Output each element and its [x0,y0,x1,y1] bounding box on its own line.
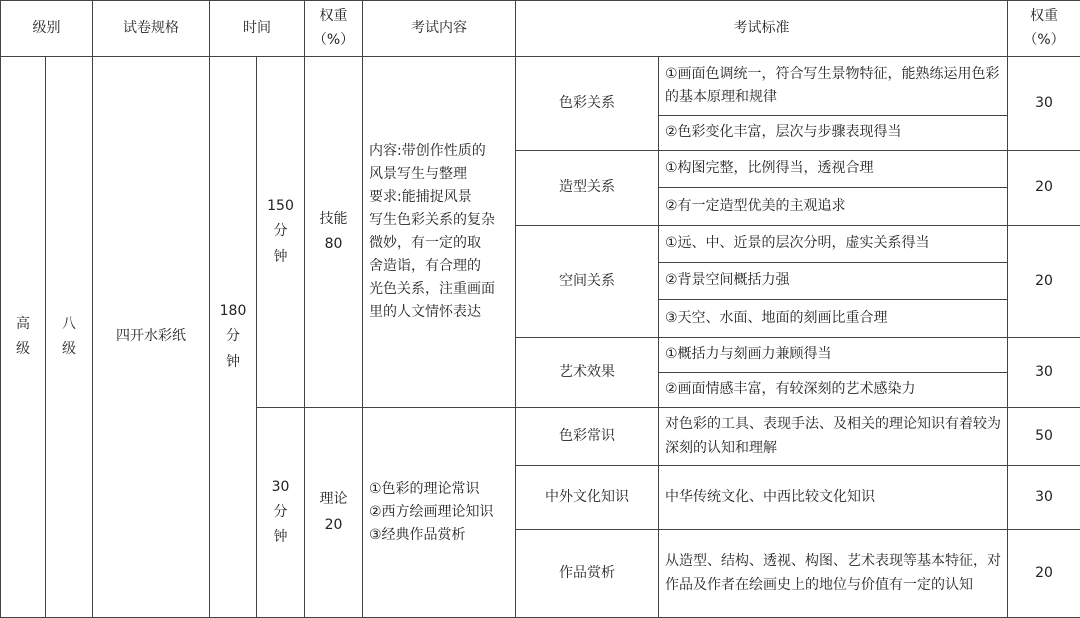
level-main-char: 高 [7,312,39,337]
skill-time-unit: 分 [263,219,298,244]
header-time: 时间 [210,1,305,57]
header-weight2-unit: （%） [1014,29,1074,52]
skill-time-cell [257,57,305,408]
skill-content-line: 里的人文情怀表达 [369,301,509,324]
header-weight2-label: 权重 [1014,5,1074,28]
skill-time-value: 150 [263,194,298,219]
weight-culture-knowledge: 30 [1008,466,1080,530]
theory-weight-value: 20 [311,513,356,538]
theory-content-cell [363,408,516,618]
theory-time-unit: 钟 [263,525,298,550]
total-time-value: 180 [216,299,250,324]
total-time-unit: 分 [216,324,250,349]
total-time-cell [210,57,257,618]
theory-time-unit: 分 [263,500,298,525]
standard-item: ①画面色调统一，符合写生景物特征，能熟练运用色彩的基本原理和规律 [659,57,1008,116]
skill-content-cell [363,57,516,408]
level-sub-cell [46,57,93,618]
level-main-char: 级 [7,337,39,362]
skill-content-line: 舍造诣，有合理的 [369,255,509,278]
weight-artwork-appreciation: 20 [1008,530,1080,618]
header-weight2 [1008,1,1080,57]
skill-content-line: 内容:带创作性质的 [369,140,509,163]
theory-content-line: ②西方绘画理论知识 [369,501,509,524]
skill-weight-label: 技能 [311,207,356,232]
category-culture-knowledge: 中外文化知识 [516,466,659,530]
header-exam-standard: 考试标准 [516,1,1008,57]
skill-weight-value: 80 [311,232,356,257]
level-main-cell [1,57,46,618]
theory-time-value: 30 [263,475,298,500]
standard-item: 中华传统文化、中西比较文化知识 [659,466,1008,530]
standard-item: ②画面情感丰富，有较深刻的艺术感染力 [659,373,1008,408]
skill-content-line: 写生色彩关系的复杂 [369,209,509,232]
header-row [1,1,1080,57]
standard-item: ③天空、水面、地面的刻画比重合理 [659,300,1008,338]
category-color-knowledge: 色彩常识 [516,408,659,466]
skill-time-unit: 钟 [263,245,298,270]
weight-form-relation: 20 [1008,151,1080,226]
theory-content-line: ①色彩的理论常识 [369,478,509,501]
theory-weight-label: 理论 [311,487,356,512]
header-paper-spec: 试卷规格 [93,1,210,57]
category-art-effect: 艺术效果 [516,338,659,408]
standard-item: ②背景空间概括力强 [659,263,1008,300]
theory-time-cell [257,408,305,618]
skill-content-line: 微妙，有一定的取 [369,232,509,255]
skill-content-line: 光色关系，注重画面 [369,278,509,301]
standard-item: 对色彩的工具、表现手法、及相关的理论知识有着较为深刻的认知和理解 [659,408,1008,466]
header-level: 级别 [1,1,93,57]
category-color-relation: 色彩关系 [516,57,659,151]
standard-item: ①构图完整，比例得当，透视合理 [659,151,1008,188]
level-sub-char: 级 [52,337,86,362]
weight-space-relation: 20 [1008,226,1080,338]
skill-weight-cell [305,57,363,408]
category-space-relation: 空间关系 [516,226,659,338]
theory-content-line: ③经典作品赏析 [369,524,509,547]
paper-type-cell: 四开水彩纸 [93,57,210,618]
weight-color-relation: 30 [1008,57,1080,151]
weight-art-effect: 30 [1008,338,1080,408]
header-weight-unit: （%） [311,29,356,52]
standard-item: ①概括力与刻画力兼顾得当 [659,338,1008,373]
category-form-relation: 造型关系 [516,151,659,226]
weight-color-knowledge: 50 [1008,408,1080,466]
standard-item: ②色彩变化丰富，层次与步骤表现得当 [659,116,1008,151]
header-weight [305,1,363,57]
standard-item: ①远、中、近景的层次分明，虚实关系得当 [659,226,1008,263]
standard-item: 从造型、结构、透视、构图、艺术表现等基本特征，对作品及作者在绘画史上的地位与价值有一定的认知 [659,530,1008,618]
skill-content-line: 要求:能捕捉风景 [369,186,509,209]
category-artwork-appreciation: 作品赏析 [516,530,659,618]
header-weight-label: 权重 [311,5,356,28]
header-exam-content: 考试内容 [363,1,516,57]
theory-weight-cell [305,408,363,618]
total-time-unit: 钟 [216,350,250,375]
skill-content-line: 风景写生与整理 [369,163,509,186]
standard-item: ②有一定造型优美的主观追求 [659,188,1008,226]
table-row [1,57,1080,116]
level-sub-char: 八 [52,312,86,337]
